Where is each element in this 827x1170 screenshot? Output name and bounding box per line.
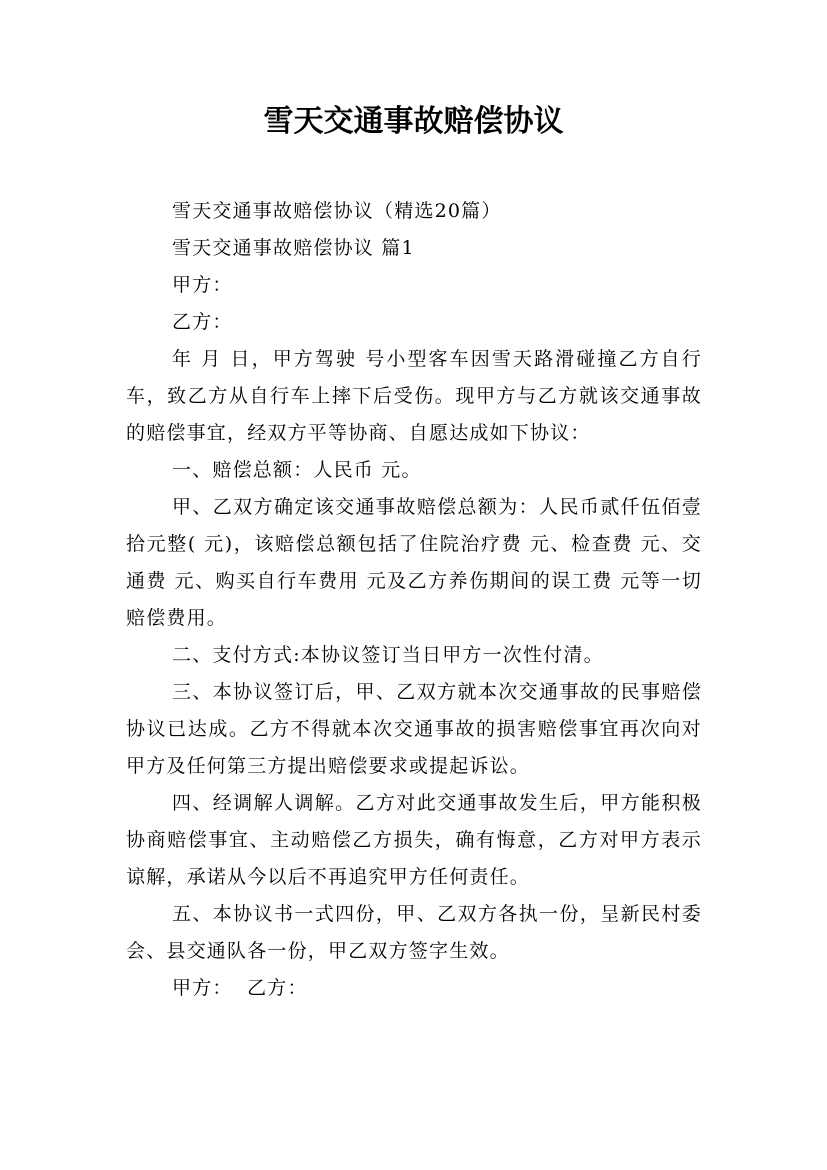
paragraph-incident: 年 月 日，甲方驾驶 号小型客车因雪天路滑碰撞乙方自行车，致乙方从自行车上摔下后受伤。现甲方与乙方就该交通事故的赔偿事宜，经双方平等协商、自愿达成如下协议：: [126, 348, 702, 444]
paragraph-party-a: 甲方：: [172, 274, 233, 296]
document-title: 雪天交通事故赔偿协议: [263, 104, 564, 139]
paragraph-clause-2: 二、支付方式:本协议签订当日甲方一次性付清。: [172, 644, 604, 666]
paragraph-signatures: 甲方： 乙方：: [172, 977, 308, 999]
paragraph-subtitle: 雪天交通事故赔偿协议（精选20篇）: [172, 200, 502, 222]
paragraph-clause-5: 五、本协议书一式四份，甲、乙双方各执一份，呈新民村委会、县交通队各一份，甲乙双方签字生效。: [126, 903, 702, 962]
document-body: [126, 193, 702, 1007]
paragraph-clause-4: 四、经调解人调解。乙方对此交通事故发生后，甲方能积极协商赔偿事宜、主动赔偿乙方损失，确有悔意，乙方对甲方表示谅解，承诺从今以后不再追究甲方任何责任。: [126, 792, 702, 888]
paragraph-party-b: 乙方：: [172, 311, 233, 333]
paragraph-section-heading: 雪天交通事故赔偿协议 篇1: [172, 237, 415, 259]
paragraph-clause-1-detail: 甲、乙双方确定该交通事故赔偿总额为：人民币贰仟伍佰壹拾元整( 元)，该赔偿总额包括了住院治疗费 元、检查费 元、交通费 元、购买自行车费用 元及乙方养伤期间的误工费 元等一切赔偿费用。: [126, 496, 702, 629]
paragraph-clause-1: 一、赔偿总额：人民币 元。: [172, 459, 422, 481]
paragraph-clause-3: 三、本协议签订后，甲、乙双方就本次交通事故的民事赔偿协议已达成。乙方不得就本次交通事故的损害赔偿事宜再次向对甲方及任何第三方提出赔偿要求或提起诉讼。: [126, 681, 702, 777]
